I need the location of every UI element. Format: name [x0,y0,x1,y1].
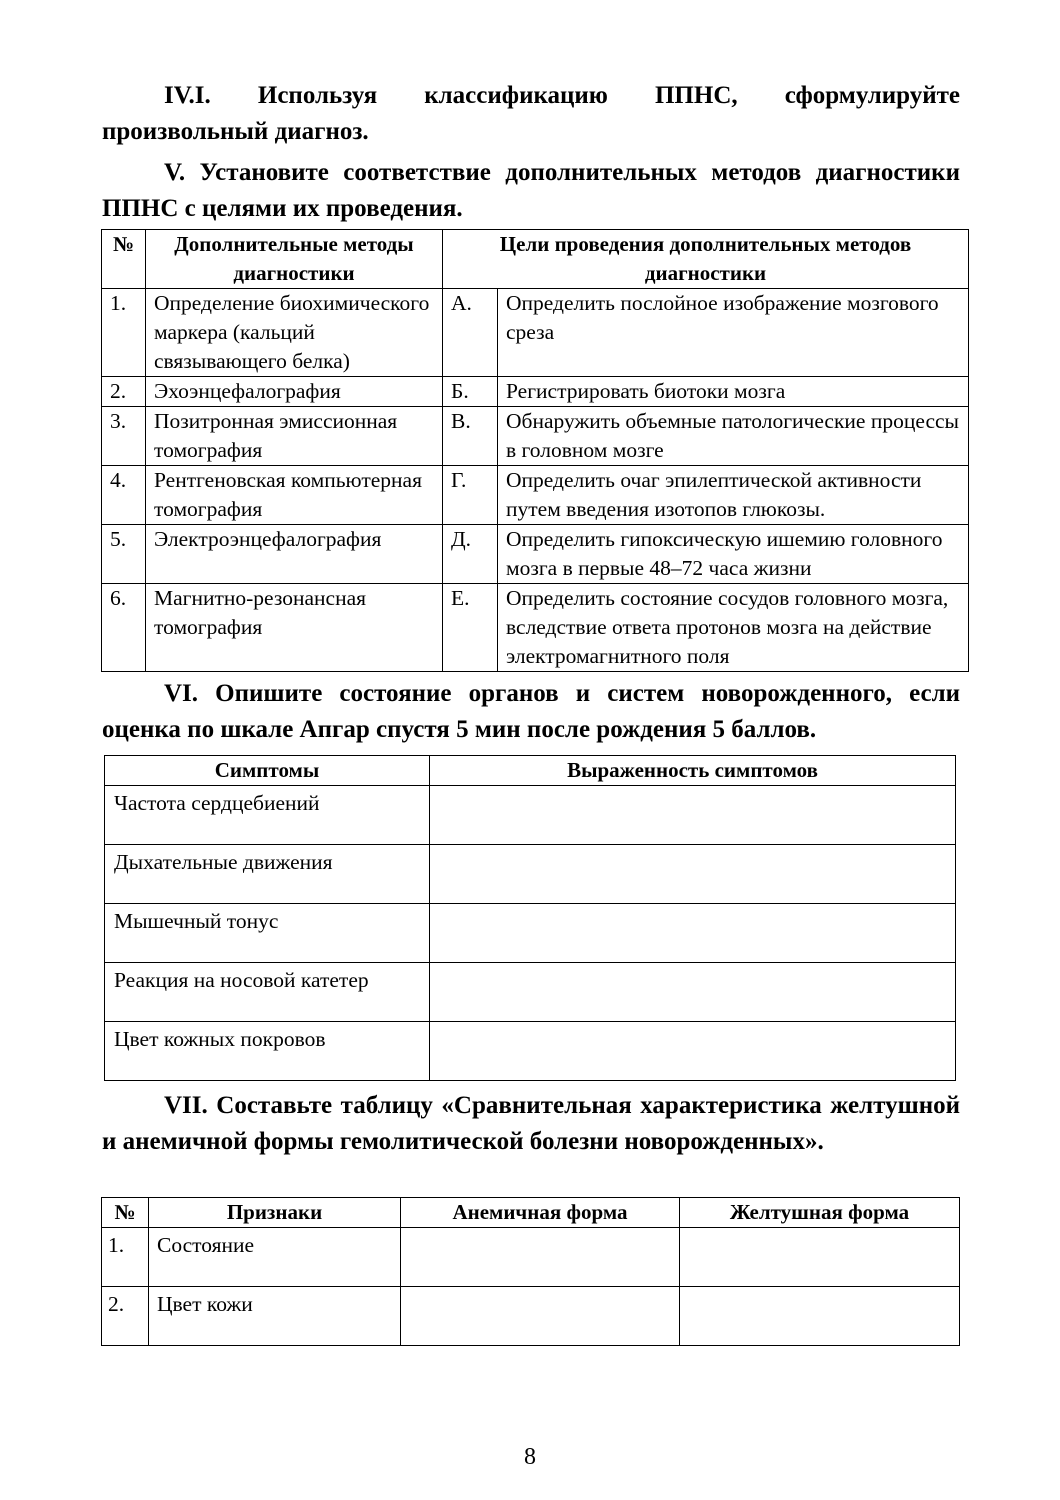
column-header: Цели проведения дополнительных методов диагностики [443,230,969,289]
goal-letter: Д. [443,525,498,584]
table-row [105,1022,956,1081]
answer-cell[interactable] [430,786,956,845]
goal-cell: Определить послойное изображение мозгового среза [498,289,969,377]
methods-matching-table [101,229,969,672]
table-row [105,963,956,1022]
row-number: 5. [102,525,146,584]
apgar-symptoms-table [104,755,956,1081]
symptom-cell: Реакция на носовой катетер [105,963,430,1022]
method-cell: Позитронная эмиссионная томография [146,407,443,466]
column-header: Желтушная форма [680,1198,960,1228]
table-header-row [102,1198,960,1228]
method-cell: Эхоэнцефалография [146,377,443,407]
goal-cell: Определить состояние сосудов головного мозга, вследствие ответа протонов мозга на действие электромагнитного поля [498,584,969,672]
table-row [105,845,956,904]
row-number: 3. [102,407,146,466]
table-row [102,1228,960,1287]
column-header: Анемичная форма [401,1198,680,1228]
goal-letter: В. [443,407,498,466]
symptom-cell: Цвет кожных покровов [105,1022,430,1081]
comparison-table [101,1197,960,1346]
table-row [102,584,969,672]
row-number: 4. [102,466,146,525]
symptom-cell: Частота сердцебиений [105,786,430,845]
task-5-heading: V. Установите соответствие дополнительных методов диагностики ППНС с целями их проведения. [102,159,960,222]
task-6-heading: VI. Опишите состояние органов и систем новорожденного, если оценка по шкале Апгар спустя 5 мин после рождения 5 баллов. [102,680,960,743]
column-header: № [102,230,146,289]
method-cell: Электроэнцефалография [146,525,443,584]
symptom-cell: Дыхательные движения [105,845,430,904]
table-row [105,786,956,845]
row-number: 1. [102,1228,149,1287]
table-row [102,377,969,407]
column-header: Дополнительные методы диагностики [146,230,443,289]
method-cell: Рентгеновская компьютерная томография [146,466,443,525]
goal-cell: Определить очаг эпилептической активности путем введения изотопов глюкозы. [498,466,969,525]
icteric-form-cell[interactable] [680,1228,960,1287]
goal-letter: Г. [443,466,498,525]
sign-cell: Цвет кожи [149,1287,401,1346]
answer-cell[interactable] [430,963,956,1022]
answer-cell[interactable] [430,845,956,904]
sign-cell: Состояние [149,1228,401,1287]
task-4-heading: IV.I. Используя классификацию ППНС, сформулируйте произвольный диагноз. [102,82,960,145]
goal-letter: Е. [443,584,498,672]
answer-cell[interactable] [430,904,956,963]
answer-cell[interactable] [430,1022,956,1081]
row-number: 2. [102,377,146,407]
table-row [102,289,969,377]
row-number: 2. [102,1287,149,1346]
goal-cell: Регистрировать биотоки мозга [498,377,969,407]
goal-cell: Обнаружить объемные патологические процессы в головном мозге [498,407,969,466]
column-header: Симптомы [105,756,430,786]
goal-letter: А. [443,289,498,377]
table-row [102,407,969,466]
table-header-row [102,230,969,289]
row-number: 6. [102,584,146,672]
goal-cell: Определить гипоксическую ишемию головного мозга в первые 48–72 часа жизни [498,525,969,584]
symptom-cell: Мышечный тонус [105,904,430,963]
table-row [105,904,956,963]
table-header-row [105,756,956,786]
column-header: Признаки [149,1198,401,1228]
anemic-form-cell[interactable] [401,1287,680,1346]
table-row [102,1287,960,1346]
row-number: 1. [102,289,146,377]
column-header: № [102,1198,149,1228]
column-header: Выраженность симптомов [430,756,956,786]
method-cell: Магнитно-резонансная томография [146,584,443,672]
anemic-form-cell[interactable] [401,1228,680,1287]
goal-letter: Б. [443,377,498,407]
table-row [102,525,969,584]
task-7-heading: VII. Составьте таблицу «Сравнительная характеристика желтушной и анемичной формы гемолитической болезни новорожденных». [102,1092,960,1155]
page-number: 8 [524,1444,536,1470]
table-row [102,466,969,525]
icteric-form-cell[interactable] [680,1287,960,1346]
method-cell: Определение биохимического маркера (кальций связывающего белка) [146,289,443,377]
